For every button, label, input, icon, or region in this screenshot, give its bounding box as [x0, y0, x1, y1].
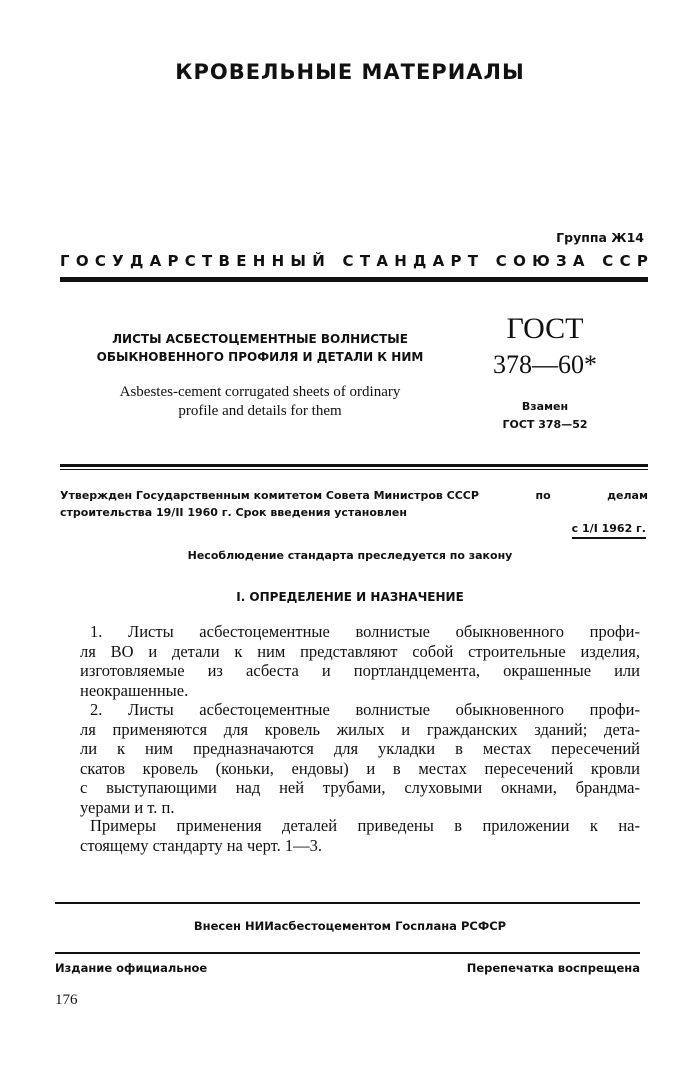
- page-number: 176: [55, 992, 78, 1008]
- approval-line-1-word: делам: [607, 489, 648, 502]
- approval-line-2: строительства 19/II 1960 г. Срок введения установлен: [60, 506, 407, 519]
- banner-letter: З: [555, 252, 567, 270]
- banner-gap: [591, 252, 596, 270]
- banner-letter: Д: [129, 252, 144, 270]
- approval-line-1-word: по: [535, 489, 551, 502]
- paragraph-line: уерами и т. п.: [80, 797, 175, 817]
- paragraph-line: скатов кровель (коньки, ендовы) и в местах пересечений кровли: [80, 758, 640, 778]
- banner-letter: Д: [413, 252, 427, 270]
- effective-date: с 1/I 1962 г.: [572, 522, 646, 539]
- banner-letter: В: [218, 252, 230, 270]
- section-heading: I. ОПРЕДЕЛЕНИЕ И НАЗНАЧЕНИЕ: [236, 590, 464, 604]
- banner-letter: С: [184, 252, 196, 270]
- banner-gap: [331, 252, 336, 270]
- banner-letter: А: [376, 252, 388, 270]
- paragraph-line: ли к ним предназначаются для укладки в местах пересечений: [80, 739, 640, 758]
- footer-rule: [55, 952, 640, 954]
- gost-number: 378—60*: [493, 350, 597, 379]
- banner-letter: У: [112, 252, 124, 270]
- document-title-en: [90, 383, 430, 421]
- banner-letter: Н: [394, 252, 407, 270]
- banner-letter: А: [149, 252, 162, 270]
- banner-letter: С: [94, 252, 106, 270]
- legal-notice: Несоблюдение стандарта преследуется по закону: [187, 549, 513, 562]
- paragraph-line: ля применяются для кровель жилых и гражданских зданий; дета-: [80, 719, 640, 739]
- banner-letter: Т: [202, 252, 213, 270]
- banner-letter: Е: [236, 252, 247, 270]
- title-ru-line-1: ЛИСТЫ АСБЕСТОЦЕМЕНТНЫЕ ВОЛНИСТЫЕ: [112, 332, 408, 346]
- banner-gap: [484, 252, 489, 270]
- banner-letter: Н: [271, 252, 285, 270]
- banner-letter: Ы: [290, 252, 306, 270]
- paragraph-line: изготовляемые из асбеста и портландцемента, окрашенные или: [80, 661, 640, 680]
- paragraph-3: [80, 816, 640, 855]
- approval-line-1: [60, 489, 648, 502]
- main-title: КРОВЕЛЬНЫЕ МАТЕРИАЛЫ: [175, 60, 525, 84]
- footer-rule: [55, 902, 640, 904]
- gost-label: ГОСТ: [506, 312, 584, 345]
- reprint-prohibited: Перепечатка воспрещена: [466, 961, 640, 975]
- banner-letter: Р: [450, 252, 462, 270]
- paragraph-line: 2. Листы асбестоцементные волнистые обыкновенного профи-: [90, 700, 640, 719]
- divider-rule-thin: [60, 469, 648, 470]
- paragraph-2: [80, 700, 640, 817]
- banner-letter: А: [572, 252, 585, 270]
- banner-letter: С: [342, 252, 354, 270]
- banner-rule: [60, 277, 648, 282]
- banner-letter: Р: [636, 252, 648, 270]
- banner-letter: О: [75, 252, 89, 270]
- banner-letter: Й: [312, 252, 325, 270]
- group-label: Группа Ж14: [556, 230, 644, 245]
- banner-letter: О: [513, 252, 526, 270]
- banner-letter: А: [432, 252, 445, 270]
- approval-line-1-main: Утвержден Государственным комитетом Совета Министров СССР: [60, 489, 479, 502]
- banner-letter: С: [602, 252, 614, 270]
- paragraph-1: [80, 622, 640, 700]
- divider-rule: [60, 464, 648, 467]
- document-title-ru: [90, 330, 430, 366]
- paragraph-line: 1. Листы асбестоцементные волнистые обыкновенного профи-: [90, 622, 640, 641]
- submitted-by: Внесен НИИасбестоцементом Госплана РСФСР: [193, 919, 507, 933]
- banner-letter: С: [495, 252, 507, 270]
- title-en-line-1: Asbestes-cement corrugated sheets of ordinary: [119, 384, 401, 400]
- paragraph-line: ля ВО и детали к ним представляют собой строительные изделия,: [80, 641, 640, 661]
- banner-letter: Т: [359, 252, 371, 270]
- replaces-label: Взамен: [521, 400, 569, 413]
- banner-letter: Н: [252, 252, 266, 270]
- banner-letter: Т: [467, 252, 479, 270]
- official-edition: Издание официальное: [55, 961, 208, 975]
- paragraph-line: стоящему стандарту на черт. 1—3.: [80, 835, 322, 855]
- banner-letter: Р: [167, 252, 179, 270]
- title-ru-line-2: ОБЫКНОВЕННОГО ПРОФИЛЯ И ДЕТАЛИ К НИМ: [96, 350, 424, 364]
- paragraph-line: неокрашенные.: [80, 680, 189, 700]
- banner-letter: С: [619, 252, 631, 270]
- standard-banner: [60, 252, 648, 270]
- banner-letter: Г: [60, 252, 70, 270]
- title-en-line-2: profile and details for them: [178, 403, 342, 419]
- paragraph-line: Примеры применения деталей приведены в приложении к на-: [90, 816, 640, 835]
- paragraph-line: с выступающими над ней трубами, слуховыми окнами, брандма-: [80, 778, 640, 797]
- banner-letter: Ю: [532, 252, 550, 270]
- replaces-value: ГОСТ 378—52: [502, 418, 588, 431]
